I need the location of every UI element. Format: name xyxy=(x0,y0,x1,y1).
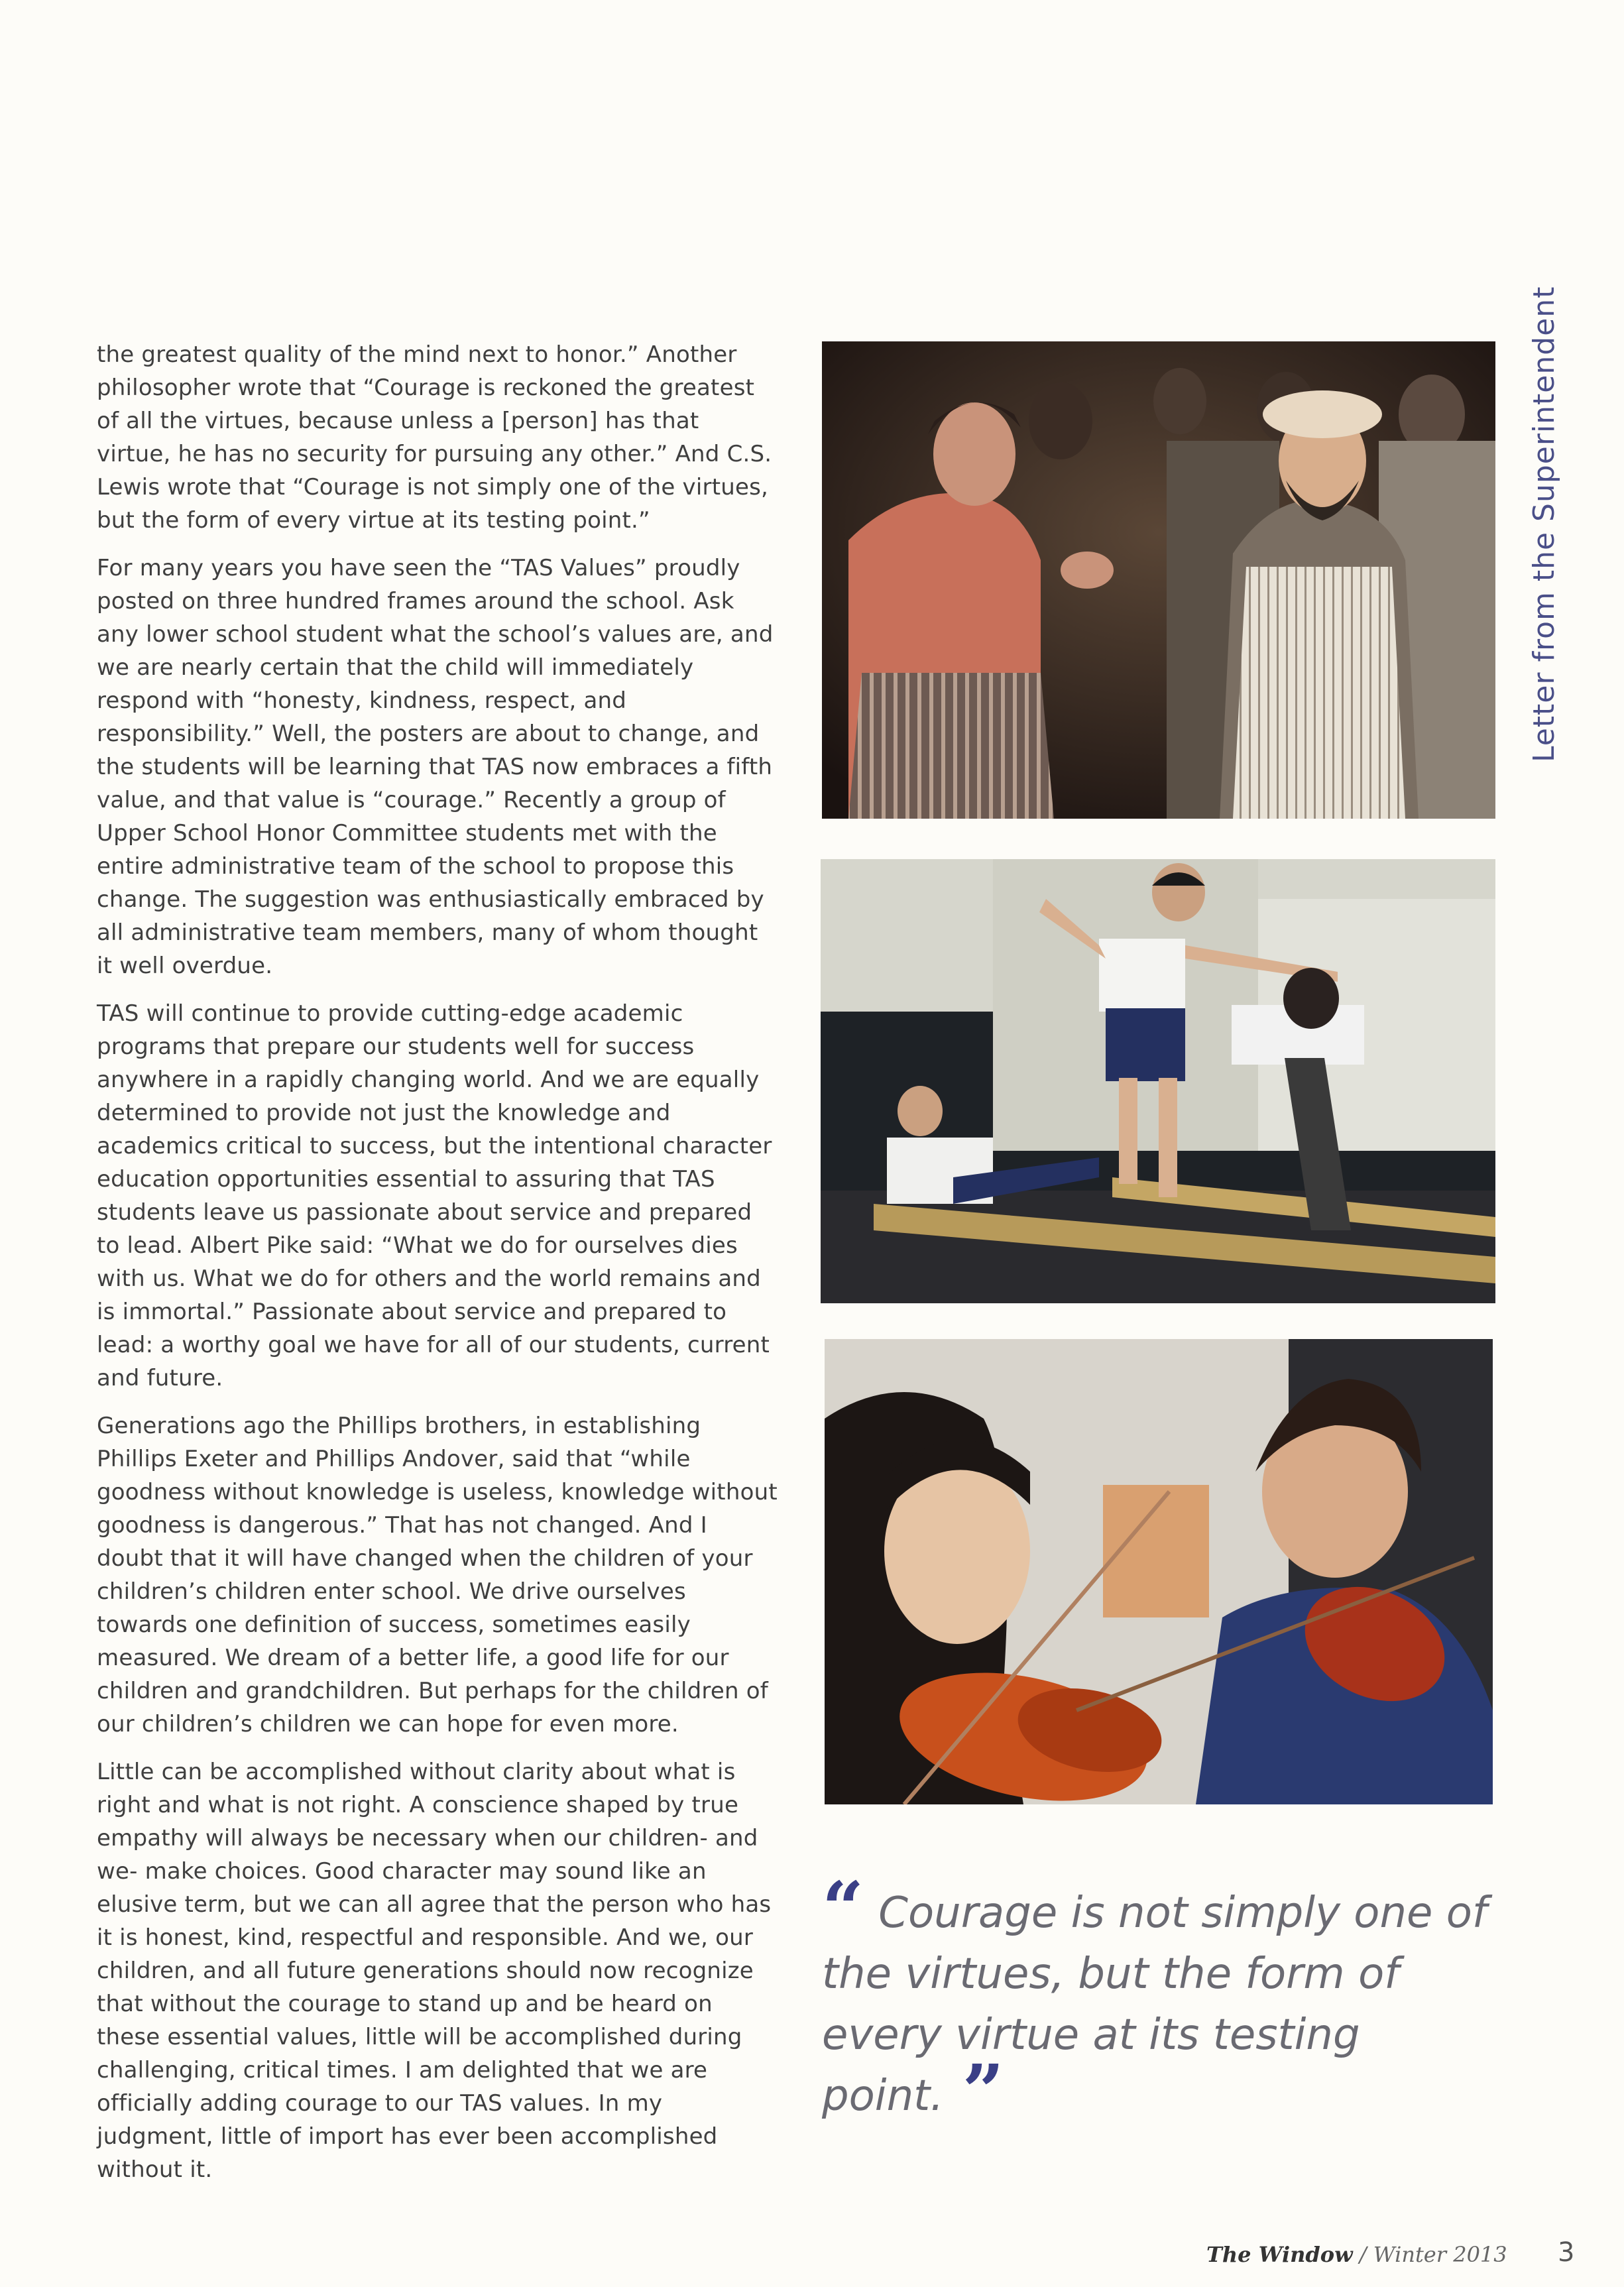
theater-performance-photo xyxy=(822,341,1495,819)
violin-students-photo xyxy=(825,1339,1493,1804)
paragraph-2: For many years you have seen the “TAS Values” proudly posted on three hundred frames around the school. Ask any lower school student what the school’s values are, and we are nearly certain that the child will immediately respond with “honesty, kindness, respect, and responsibility.” Well, the posters are about to change, and the students will be learning that TAS now embraces a fifth value, and that value is “courage.” Recently a group of Upper School Honor Committee students met with the entire administrative team of the school to propose this change. The suggestion was enthusiastically embraced by all administrative team members, many of whom thought it well overdue. xyxy=(97,555,774,979)
page-number: 3 xyxy=(1558,2237,1575,2268)
pull-quote-text: Courage is not simply one of the virtues, but the form of every virtue at its testing point. xyxy=(822,1889,1487,2121)
open-quote-icon: “ xyxy=(822,1865,864,1951)
footer-magazine-title xyxy=(1206,2239,1507,2270)
magazine-name: The Window xyxy=(1206,2242,1353,2267)
pull-quote xyxy=(822,1865,1518,2134)
paragraph-4: Generations ago the Phillips brothers, in establishing Phillips Exeter and Phillips Andover, said that “while goodness without knowledge is useless, knowledge without goodness is dangerous.” That has not changed. And I doubt that it will have changed when the children of your children’s children enter school. We drive ourselves towards one definition of success, sometimes easily measured. We dream of a better life, a good life for our children and grandchildren. But perhaps for the children of our children’s children we can hope for even more. xyxy=(97,1413,778,1737)
paragraph-1: the greatest quality of the mind next to honor.” Another philosopher wrote that “Courage is reckoned the greatest of all the virtues, because unless a [person] has that virtue, he has no security for pursuing any other.” And C.S. Lewis wrote that “Courage is not simply one of the virtues, but the form of every virtue at its testing point.” xyxy=(97,341,772,534)
issue-date: Winter 2013 xyxy=(1373,2242,1507,2267)
paragraph-5: Little can be accomplished without clarity about what is right and what is not right. A conscience shaped by true empathy will always be necessary when our children- and we- make choices. Good character may sound like an elusive term, but we can all agree that the person who has it is honest, kind, respectful and responsible. And we, our children, and all future generations should now recognize that without the courage to stand up and be heard on these essential values, little will be accomplished during challenging, critical times. I am delighted that we are officially adding courage to our TAS values. In my judgment, little of import has ever been accomplished without it. xyxy=(97,1759,772,2183)
paragraph-3: TAS will continue to provide cutting-edge academic programs that prepare our students well for success anywhere in a rapidly changing world. And we are equally determined to provide not just the knowledge and academics critical to success, but the intentional character education opportunities essential to assuring that TAS students leave us passionate about service and prepared to lead. Albert Pike said: “What we do for ourselves dies with us. What we do for others and the world remains and is immortal.” Passionate about service and prepared to lead: a worthy goal we have for all of our students, current and future. xyxy=(97,1000,772,1391)
footer-separator: / xyxy=(1352,2242,1373,2267)
gymnastics-photo xyxy=(821,859,1495,1303)
section-label: Letter from the Superintendent xyxy=(1527,286,1561,762)
close-quote-icon: ” xyxy=(962,2048,1004,2134)
article-body xyxy=(97,338,780,2201)
